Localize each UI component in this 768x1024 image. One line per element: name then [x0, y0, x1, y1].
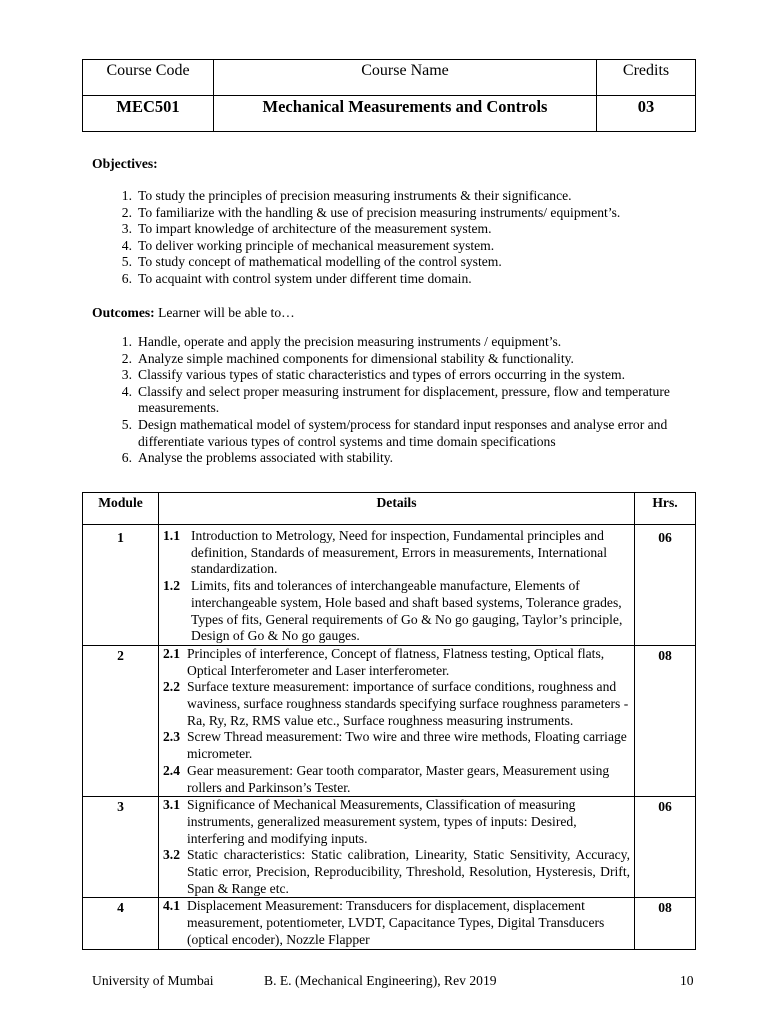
footer-page-number: 10 — [680, 973, 694, 988]
list-item: 1. To study the principles of precision measuring instruments & their significance. — [121, 188, 572, 203]
subtopic-number: 1.2 — [163, 578, 180, 594]
list-item: 4. Classify and select proper measuring instrument for displacement, pressure, flow and temperature measurements. — [121, 383, 670, 416]
subtopic — [163, 763, 630, 796]
subtopic-number: 2.1 — [163, 645, 180, 661]
subtopic — [163, 729, 630, 762]
module-number: 4 — [83, 898, 159, 949]
course-name: Mechanical Measurements and Controls — [214, 96, 597, 132]
subtopic-number: 3.2 — [163, 847, 180, 863]
module-hours: 06 — [635, 525, 696, 646]
subtopic-number: 4.1 — [163, 898, 180, 914]
subtopic-text: Significance of Mechanical Measurements, Classification of measuring instruments, generalized measurement system, types of inputs: Desired, interfering and modifying inputs. — [187, 797, 577, 846]
header-course-code: Course Code — [83, 60, 214, 96]
header-hrs: Hrs. — [635, 493, 696, 525]
module-number: 2 — [83, 645, 159, 796]
list-item: 2. To familiarize with the handling & use of precision measuring instruments/ equipment’s. — [121, 204, 621, 220]
subtopic — [163, 847, 630, 897]
subtopic-text: Gear measurement: Gear tooth comparator, Master gears, Measurement using rollers and Parkinson’s Tester. — [187, 762, 610, 795]
list-item: 5. Design mathematical model of system/process for standard input responses and analyse error and differentiate various types of control systems and time domain specifications — [121, 416, 668, 449]
list-item: 1. Handle, operate and apply the precision measuring instruments / equipment’s. — [121, 334, 562, 349]
table-row — [83, 898, 696, 949]
module-details — [159, 525, 635, 646]
subtopic-number: 3.1 — [163, 797, 180, 813]
subtopic-text: Static characteristics: Static calibration, Linearity, Static Sensitivity, Accuracy, Static error, Precision, Reproducibility, Threshold, Resolution, Hysteresis, Drift, Span & Range etc. — [187, 847, 630, 896]
list-item: 6. Analyse the problems associated with stability. — [121, 450, 394, 466]
list-item: 3. To impart knowledge of architecture of the measurement system. — [121, 221, 492, 237]
subtopic — [163, 898, 630, 948]
outcomes-list — [112, 334, 702, 467]
course-table-value-row — [83, 96, 696, 132]
subtopic — [163, 528, 630, 578]
subtopic-text: Introduction to Metrology, Need for inspection, Fundamental principles and definition, Standards of measurement, Errors in measurements, International standardization. — [191, 528, 607, 577]
subtopic-number: 2.2 — [163, 679, 180, 695]
subtopic — [163, 578, 630, 645]
header-course-name: Course Name — [214, 60, 597, 96]
list-item: 4. To deliver working principle of mechanical measurement system. — [121, 237, 495, 253]
module-number: 1 — [83, 525, 159, 646]
objectives-title: Objectives: — [92, 156, 158, 171]
subtopic-number: 2.3 — [163, 729, 180, 745]
course-table-header-row — [83, 60, 696, 96]
module-number: 3 — [83, 797, 159, 898]
course-credits: 03 — [597, 96, 696, 132]
subtopic-text: Principles of interference, Concept of flatness, Flatness testing, Optical flats, Optical Interferometer and Laser interferometer. — [187, 645, 605, 678]
modules-table — [82, 492, 696, 950]
header-credits: Credits — [597, 60, 696, 96]
footer-university: University of Mumbai — [92, 973, 214, 988]
header-details: Details — [159, 493, 635, 525]
objectives-list — [112, 188, 712, 288]
subtopic-text: Surface texture measurement: importance of surface conditions, roughness and waviness, surface roughness standards specifying surface roughness parameters - Ra, Ry, Rz, RMS value etc., Surface roughness measuring instruments. — [187, 679, 629, 728]
subtopic-number: 2.4 — [163, 762, 180, 778]
modules-header-row — [83, 493, 696, 525]
subtopic — [163, 646, 630, 679]
list-item: 3. Classify various types of static characteristics and types of errors occurring in the system. — [121, 367, 625, 383]
table-row — [83, 645, 696, 796]
course-table — [82, 59, 696, 132]
module-hours: 08 — [635, 898, 696, 949]
subtopic-text: Limits, fits and tolerances of interchangeable manufacture, Elements of interchangeable system, Hole based and shaft based systems, Tolerance grades, Types of fits, General requirements of Go & No go gauging, Taylor’s principle, Design of Go & No go gauges. — [191, 578, 623, 644]
module-details — [159, 898, 635, 949]
list-item: 5. To study concept of mathematical modelling of the control system. — [121, 254, 502, 270]
header-module: Module — [83, 493, 159, 525]
subtopic — [163, 679, 630, 729]
outcomes-intro: Learner will be able to… — [154, 305, 295, 320]
course-code: MEC501 — [83, 96, 214, 132]
table-row — [83, 525, 696, 646]
list-item: 2. Analyze simple machined components for dimensional stability & functionality. — [121, 350, 574, 366]
subtopic-number: 1.1 — [163, 528, 180, 543]
outcomes-heading — [92, 304, 295, 321]
subtopic — [163, 797, 630, 847]
table-row — [83, 797, 696, 898]
footer-program: B. E. (Mechanical Engineering), Rev 2019 — [264, 973, 497, 988]
subtopic-text: Displacement Measurement: Transducers for displacement, displacement measurement, potentiometer, LVDT, Capacitance Types, Digital Transducers (optical encoder), Nozzle Flapper — [187, 898, 605, 947]
module-hours: 08 — [635, 645, 696, 796]
module-details — [159, 645, 635, 796]
outcomes-title: Outcomes: — [92, 305, 155, 320]
list-item: 6. To acquaint with control system under different time domain. — [121, 270, 472, 286]
module-details — [159, 797, 635, 898]
subtopic-text: Screw Thread measurement: Two wire and three wire methods, Floating carriage micrometer. — [187, 729, 627, 762]
module-hours: 06 — [635, 797, 696, 898]
